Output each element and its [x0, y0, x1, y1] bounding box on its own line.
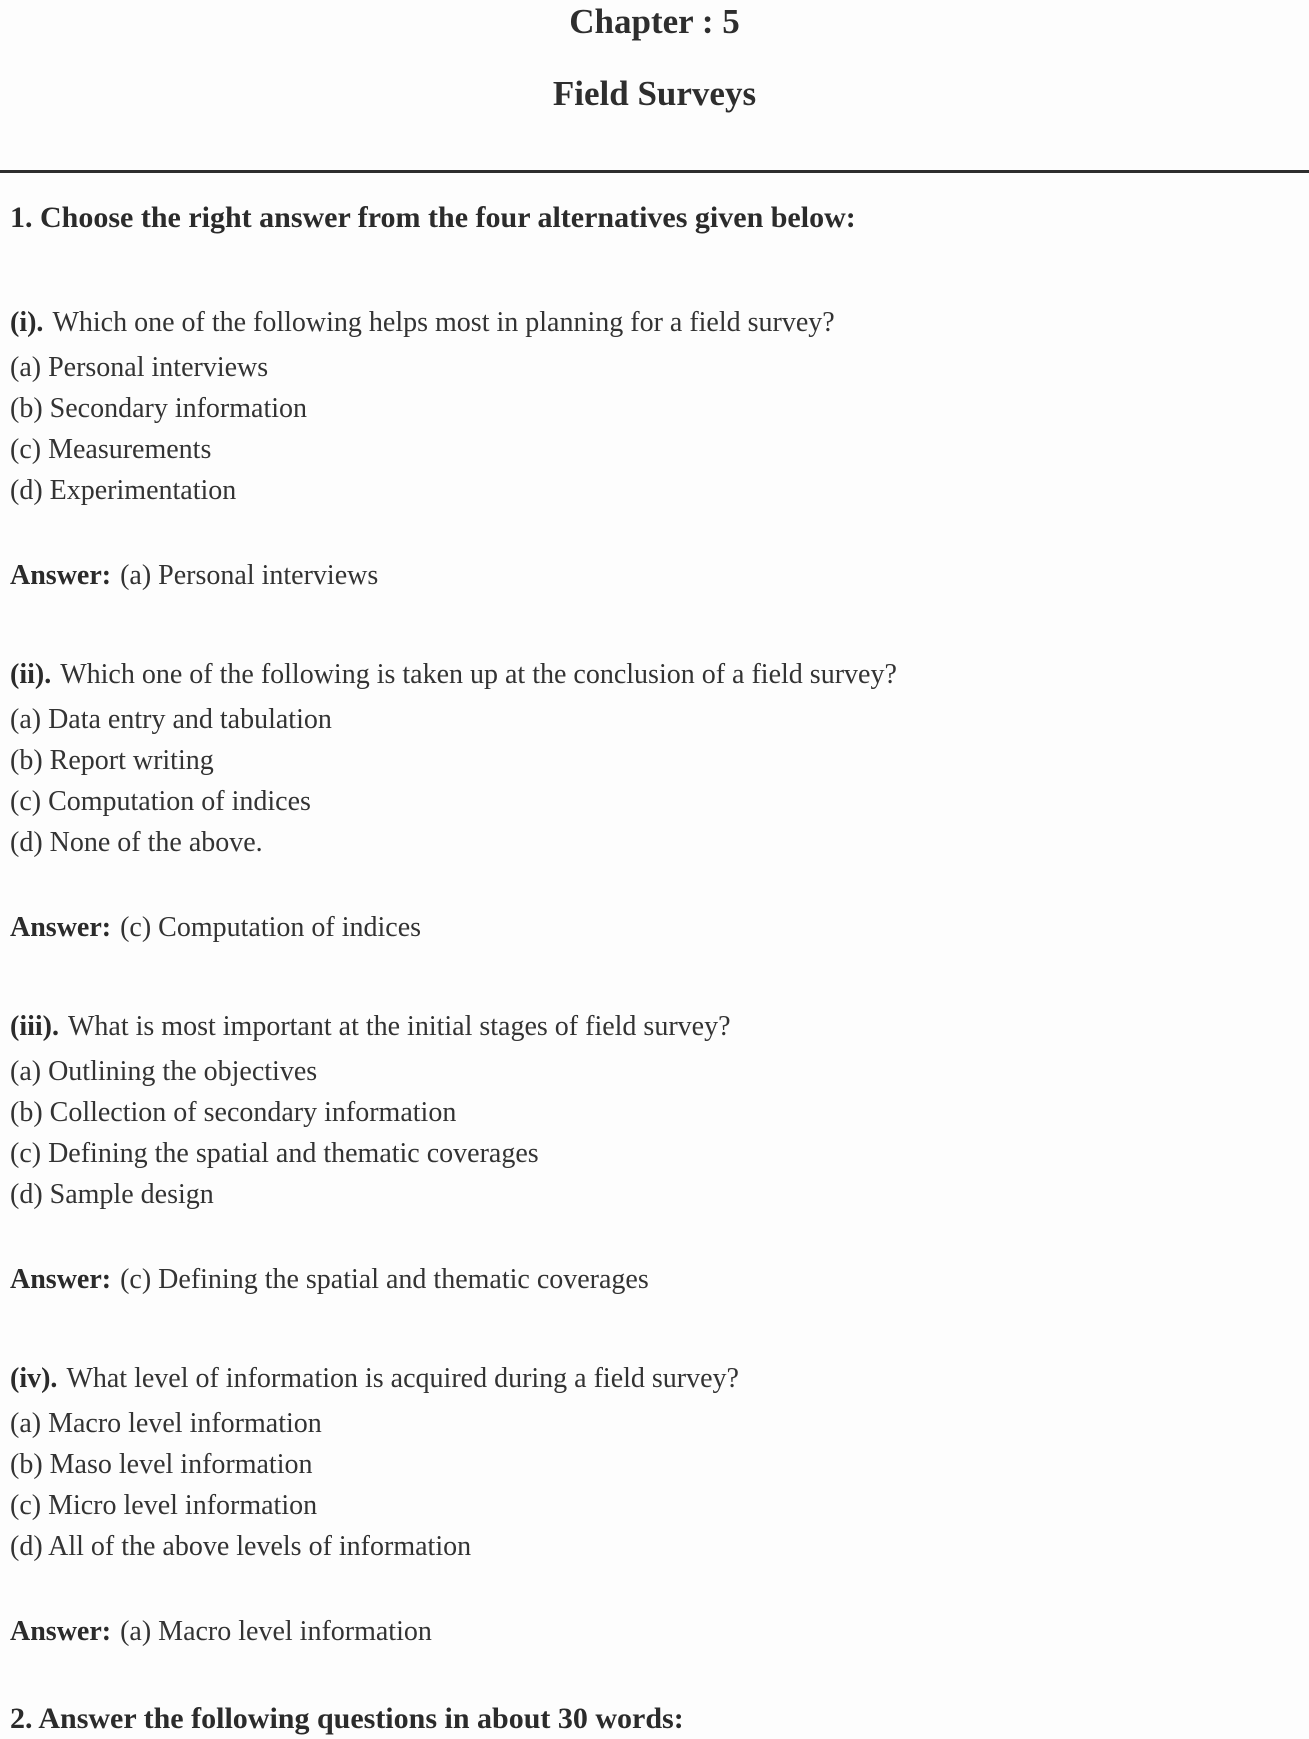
- answer-text: (a) Personal interviews: [120, 560, 379, 591]
- answer-label: Answer:: [10, 560, 112, 591]
- answer-label: Answer:: [10, 912, 112, 943]
- section-2-title: 2. Answer the following questions in about 30 words:: [10, 1702, 684, 1735]
- option-d: (d) All of the above levels of information: [10, 1531, 472, 1562]
- option-a: (a) Personal interviews: [10, 352, 269, 383]
- option-c: (c) Computation of indices: [10, 786, 311, 817]
- question-text: What is most important at the initial stages of field survey?: [68, 1011, 731, 1042]
- option-a: (a) Macro level information: [10, 1408, 322, 1439]
- answer-line: [10, 555, 1299, 596]
- question-line: [10, 1358, 1299, 1399]
- option-b: (b) Maso level information: [10, 1449, 313, 1480]
- answer-text: (c) Computation of indices: [120, 912, 422, 943]
- chapter-heading: Chapter : 5: [569, 2, 740, 41]
- option-a: (a) Outlining the objectives: [10, 1056, 318, 1087]
- question-number: (iv).: [10, 1363, 58, 1394]
- divider-rule: [0, 170, 1309, 173]
- question-text: What level of information is acquired during a field survey?: [66, 1363, 739, 1394]
- answer-text: (a) Macro level information: [120, 1616, 432, 1647]
- question-line: [10, 302, 1299, 343]
- page-title: Field Surveys: [552, 74, 757, 113]
- option-c: (c) Defining the spatial and thematic coverages: [10, 1138, 539, 1169]
- question-number: (ii).: [10, 659, 52, 690]
- option-d: (d) None of the above.: [10, 827, 263, 858]
- question-text: Which one of the following helps most in planning for a field survey?: [52, 307, 835, 338]
- question-block-iii: [10, 1006, 1299, 1300]
- option-d: (d) Sample design: [10, 1179, 214, 1210]
- answer-line: [10, 1611, 1299, 1652]
- question-number: (i).: [10, 307, 44, 338]
- question-text: Which one of the following is taken up at the conclusion of a field survey?: [60, 659, 897, 690]
- question-number: (iii).: [10, 1011, 59, 1042]
- answer-label: Answer:: [10, 1616, 112, 1647]
- option-b: (b) Report writing: [10, 745, 214, 776]
- question-block-ii: [10, 654, 1299, 948]
- question-block-iv: [10, 1358, 1299, 1652]
- answer-label: Answer:: [10, 1264, 112, 1295]
- question-line: [10, 1006, 1299, 1047]
- option-a: (a) Data entry and tabulation: [10, 704, 332, 735]
- option-d: (d) Experimentation: [10, 475, 237, 506]
- section-1-title: 1. Choose the right answer from the four alternatives given below:: [10, 201, 856, 234]
- answer-line: [10, 907, 1299, 948]
- option-b: (b) Collection of secondary information: [10, 1097, 457, 1128]
- question-line: [10, 654, 1299, 695]
- answer-text: (c) Defining the spatial and thematic coverages: [120, 1264, 649, 1295]
- answer-line: [10, 1259, 1299, 1300]
- option-c: (c) Micro level information: [10, 1490, 318, 1521]
- question-block-i: [10, 302, 1299, 596]
- option-b: (b) Secondary information: [10, 393, 308, 424]
- option-c: (c) Measurements: [10, 434, 212, 465]
